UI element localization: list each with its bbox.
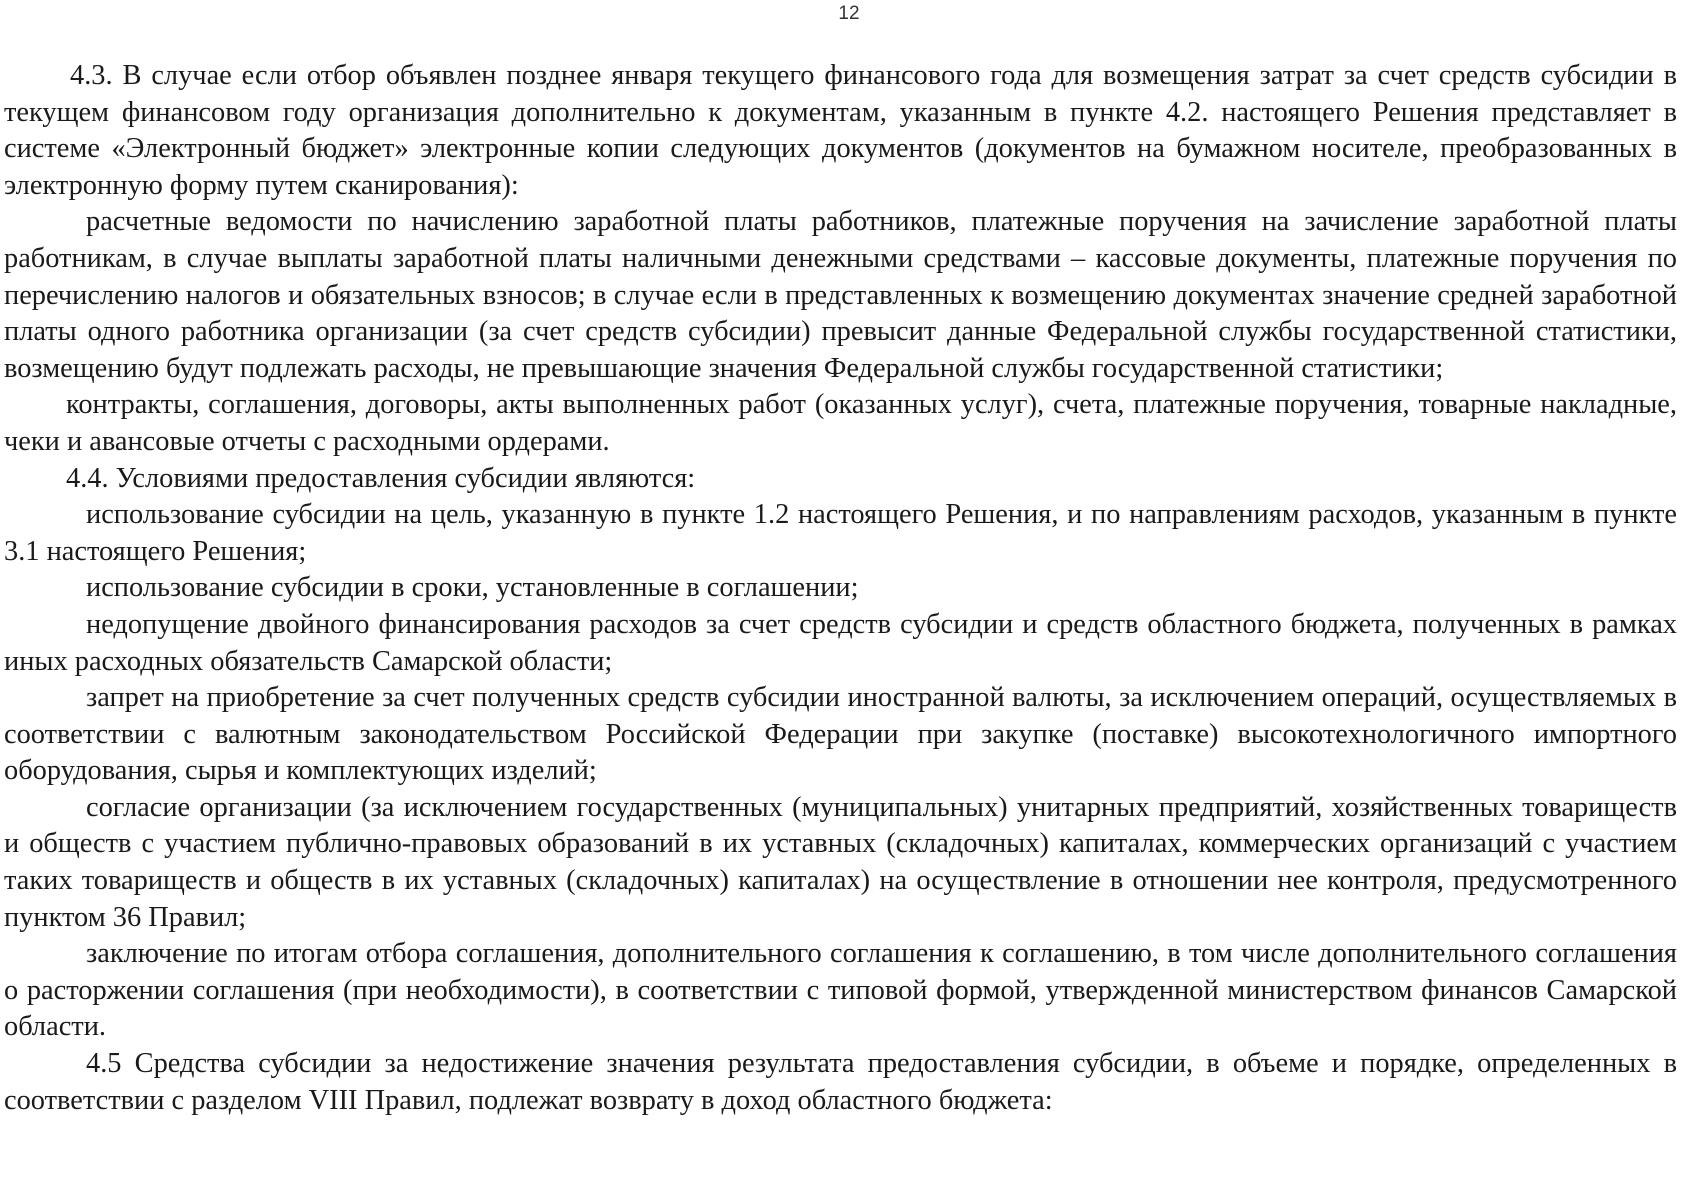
paragraph-payroll-documents: расчетные ведомости по начислению заработной платы работников, платежные поручения на зачисление заработной платы работникам, в случае выплаты заработной платы наличными денежными средствами – кассовые документы, платежные поручения по перечислению налогов и обязательных взносов; в случае если в представленных к возмещению документах значение средней заработной платы одного работника организации (за счет средств субсидии) превысит данные Федеральной службы государственной статистики, возмещению будут подлежать расходы, не превышающие значения Федеральной службы государственной статистики; [4, 206, 1677, 384]
paragraph-4-5: 4.5 Средства субсидии за недостижение значения результата предоставления субсидии, в объеме и порядке, определенных в соответствии с разделом VIII Правил, подлежат возврату в доход областного бюджета: [4, 1048, 1677, 1116]
paragraph-agreement-conclusion: заключение по итогам отбора соглашения, дополнительного соглашения к соглашению, в том числе дополнительного соглашения о расторжении соглашения (при необходимости), в соответствии с типовой формой, утвержденной министерством финансов Самарской области. [4, 938, 1677, 1043]
paragraph-currency-ban: запрет на приобретение за счет полученных средств субсидии иностранной валюты, за исключением операций, осуществляемых в соответствии с валютным законодательством Российской Федерации при закупке (поставке) высокотехнологичного импортного оборудования, сырья и комплектующих изделий; [4, 682, 1677, 787]
paragraph-subsidy-terms: использование субсидии в сроки, установленные в соглашении; [86, 572, 859, 604]
paragraph-control-consent: согласие организации (за исключением государственных (муниципальных) унитарных предприятий, хозяйственных товариществ и обществ с участием публично-правовых образований в их уставных (складочных) капиталах, коммерческих организаций с участием таких товариществ и обществ в их уставных (складочных) капиталах) на осуществление в отношении нее контроля, предусмотренного пунктом 36 Правил; [4, 791, 1677, 933]
paragraph-4-4-heading: 4.4. Условиями предоставления субсидии являются: [66, 462, 696, 494]
paragraph-4-3: 4.3. В случае если отбор объявлен позднее января текущего финансового года для возмещения затрат за счет средств субсидии в текущем финансовом году организация дополнительно к документам, указанным в пункте 4.2. настоящего Решения представляет в системе «Электронный бюджет» электронные копии следующих документов (документов на бумажном носителе, преобразованных в электронную форму путем сканирования): [4, 60, 1677, 201]
paragraph-subsidy-purpose: использование субсидии на цель, указанную в пункте 1.2 настоящего Решения, и по направлениям расходов, указанным в пункте 3.1 настоящего Решения; [4, 499, 1677, 567]
document-body [4, 58, 1677, 1119]
paragraph-contracts: контракты, соглашения, договоры, акты выполненных работ (оказанных услуг), счета, платежные поручения, товарные накладные, чеки и авансовые отчеты с расходными ордерами. [4, 389, 1677, 457]
page-number: 12 [838, 3, 860, 24]
paragraph-double-financing: недопущение двойного финансирования расходов за счет средств субсидии и средств областного бюджета, полученных в рамках иных расходных обязательств Самарской области; [4, 608, 1677, 677]
